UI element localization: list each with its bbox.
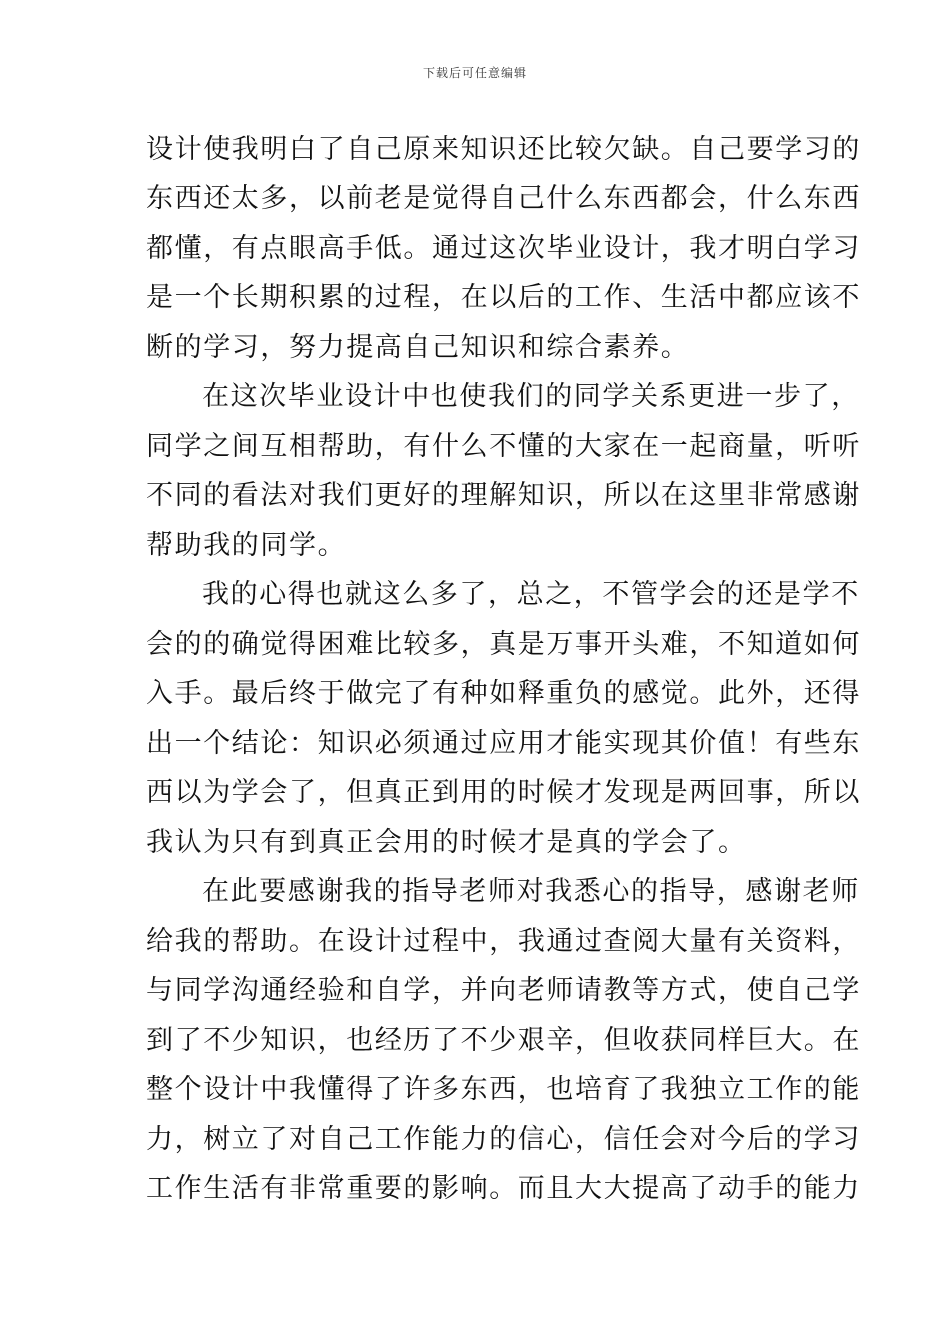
paragraph-3-line-4: 出一个结论：知识必须通过应用才能实现其价值！有些东 (146, 728, 861, 759)
paragraph-2-line-3: 不同的看法对我们更好的理解知识，所以在这里非常感谢 (146, 480, 861, 511)
paragraph-2-line-2: 同学之间互相帮助，有什么不懂的大家在一起商量，听听 (146, 431, 861, 462)
paragraph-3-line-3: 入手。最后终于做完了有种如释重负的感觉。此外，还得 (146, 678, 861, 709)
paragraph-2-line-4: 帮助我的同学。 (146, 530, 347, 561)
paragraph-4-line-5: 整个设计中我懂得了许多东西，也培育了我独立工作的能 (146, 1074, 861, 1105)
paragraph-3-line-2: 会的的确觉得困难比较多，真是万事开头难，不知道如何 (146, 629, 861, 660)
paragraph-3-line-5: 西以为学会了，但真正到用的时候才发现是两回事，所以 (146, 777, 861, 808)
paragraph-1-line-4: 是一个长期积累的过程，在以后的工作、生活中都应该不 (146, 282, 861, 313)
paragraph-1-line-5: 断的学习，努力提高自己知识和综合素养。 (146, 332, 690, 363)
paragraph-4-line-6: 力，树立了对自己工作能力的信心，信任会对今后的学习 (146, 1124, 861, 1155)
paragraph-3-line-6: 我认为只有到真正会用的时候才是真的学会了。 (146, 827, 747, 858)
paragraph-2-line-1: 在这次毕业设计中也使我们的同学关系更进一步了， (202, 381, 860, 412)
paragraph-3-line-1: 我的心得也就这么多了，总之，不管学会的还是学不 (202, 579, 860, 610)
paragraph-4-line-3: 与同学沟通经验和自学，并向老师请教等方式，使自己学 (146, 975, 861, 1006)
paragraph-4-line-4: 到了不少知识，也经历了不少艰辛，但收获同样巨大。在 (146, 1025, 861, 1056)
paragraph-1-line-3: 都懂，有点眼高手低。通过这次毕业设计，我才明白学习 (146, 233, 861, 264)
page-header: 下载后可任意编辑 (422, 66, 527, 80)
paragraph-1-line-2: 东西还太多，以前老是觉得自己什么东西都会，什么东西 (146, 183, 861, 214)
paragraph-1-line-1: 设计使我明白了自己原来知识还比较欠缺。自己要学习的 (146, 134, 861, 165)
paragraph-4-line-7: 工作生活有非常重要的影响。而且大大提高了动手的能力 (146, 1173, 861, 1204)
paragraph-4-line-1: 在此要感谢我的指导老师对我悉心的指导，感谢老师 (202, 876, 860, 907)
paragraph-4-line-2: 给我的帮助。在设计过程中，我通过查阅大量有关资料， (146, 926, 861, 957)
